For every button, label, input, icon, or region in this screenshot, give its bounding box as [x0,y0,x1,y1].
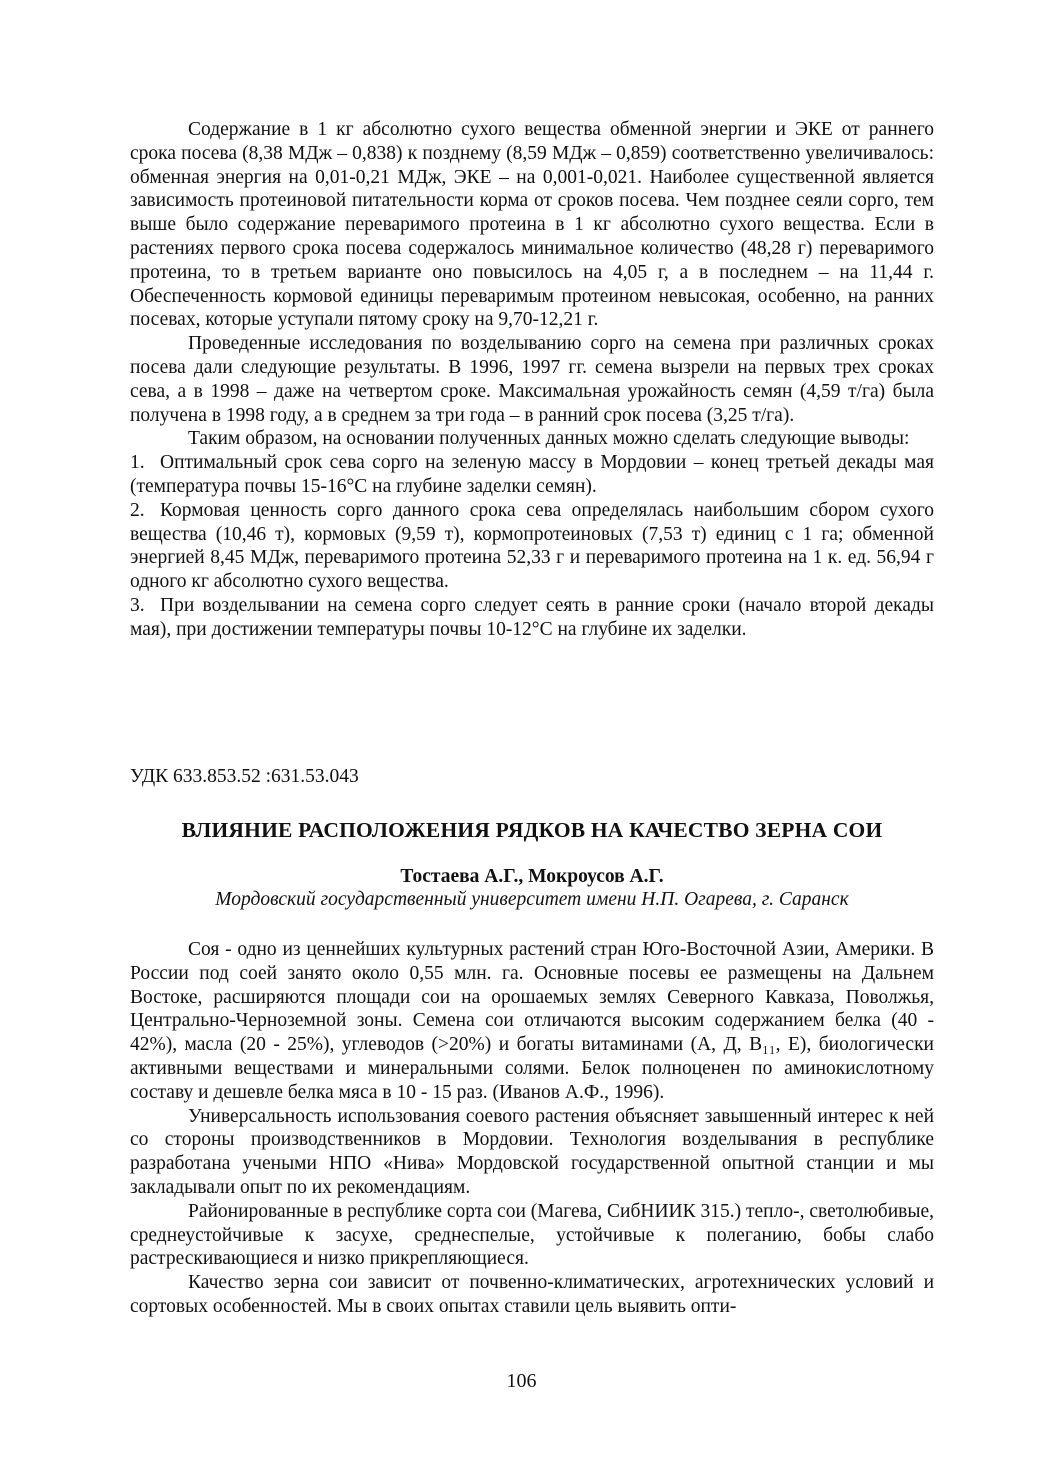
udk-code: УДК 633.853.52 :631.53.043 [130,766,359,787]
article-body [130,938,934,1319]
conclusion-text: Оптимальный срок сева сорго на зеленую массу в Мордовии – конец третьей декады мая (температура почвы 15-16°С на глубине заделки семян). [130,452,934,497]
top-section [130,118,934,642]
conclusion-number: 1. [130,452,145,474]
conclusion-number: 2. [130,499,145,521]
paragraph: Качество зерна сои зависит от почвенно-климатических, агротехнических условий и сортовых особенностей. Мы в своих опытах ставили цель выявить опти- [130,1272,934,1317]
conclusion-item [130,594,934,642]
paragraph: Содержание в 1 кг абсолютно сухого вещества обменной энергии и ЭКЕ от раннего срока посева (8,38 МДж – 0,838) к позднему (8,59 МДж – 0,859) соответственно увеличивалось: обменная энергия на 0,01-0,21 МДж, ЭКЕ – на 0,001-0,021. Наиболее существенной является зависимость протеиновой питательности корма от сроков посева. Чем позднее сеяли сорго, тем выше было содержание переваримого протеина в 1 кг абсолютно сухого вещества. Если в растениях первого срока посева содержалось минимальное количество (48,28 г) переваримого протеина, то в третьем варианте оно повысилось на 4,05 г, а в последнем – на 11,44 г. Обеспеченность кормовой единицы переваримым протеином невысокая, особенно, на ранних посевах, которые уступали пятому сроку на 9,70-12,21 г. [130,119,934,331]
conclusion-text: При возделывании на семена сорго следует сеять в ранние сроки (начало второй декады мая), при достижении температуры почвы 10-12°С на глубине их заделки. [130,594,934,640]
conclusion-item [130,499,934,594]
article-authors: Тостаева А.Г., Мокроусов А.Г. [400,866,664,887]
conclusion-text: Кормовая ценность сорго данного срока сева определялась наибольшим сбором сухого вещества (10,46 т), кормовых (9,59 т), кормопротеиновых (7,53 т) единиц с 1 га; обменной энергией 8,45 МДж, переваримого протеина 52,33 г и переваримого протеина на 1 к. ед. 56,94 г одного кг абсолютно сухого вещества. [130,499,934,593]
article-title: ВЛИЯНИЕ РАСПОЛОЖЕНИЯ РЯДКОВ НА КАЧЕСТВО ЗЕРНА СОИ [181,818,883,842]
paragraph: Таким образом, на основании полученных данных можно сделать следующие выводы: [188,428,910,450]
page-number: 106 [506,1370,537,1392]
article-affiliation: Мордовский государственный университет имени Н.П. Огарева, г. Саранск [215,889,849,910]
conclusion-number: 3. [130,594,145,616]
paragraph: Соя - одно из ценнейших культурных растений стран Юго-Восточной Азии, Америки. В России под соей занято около 0,55 млн. га. Основные посевы ее размещены на Дальнем Востоке, расширяются площади сои на орошаемых землях Северного Кавказа, Поволжья, Центрально-Черноземной зоны. Семена сои отличаются высоким содержанием белка (40 - 42%), масла (20 - 25%), углеводов (>20%) и богаты витаминами (А, Д, В₁₁, Е), биологически активными веществами и минеральными солями. Белок полноценен по аминокислотному составу и дешевле белка мяса в 10 - 15 раз. (Иванов А.Ф., 1996). [130,939,934,1103]
paragraph: Районированные в республике сорта сои (Магева, СибНИИК 315.) тепло-, светолюбивые, среднеустойчивые к засухе, среднеспелые, устойчивые к полеганию, бобы слабо растрескивающиеся и низко прикрепляющиеся. [130,1200,934,1270]
paragraph: Универсальность использования соевого растения объясняет завышенный интерес к ней со стороны производственников в Мордовии. Технология возделывания в республике разработана учеными НПО «Нива» Мордовской государственной опытной станции и мы закладывали опыт по их рекомендациям. [130,1105,934,1198]
conclusion-item [130,451,934,499]
paragraph: Проведенные исследования по возделыванию сорго на семена при различных сроках посева дали следующие результаты. В 1996, 1997 гг. семена вызрели на первых трех сроках сева, а в 1998 – даже на четвертом сроке. Максимальная урожайность семян (4,59 т/га) была получена в 1998 году, а в среднем за три года – в ранний срок посева (3,25 т/га). [130,333,934,426]
